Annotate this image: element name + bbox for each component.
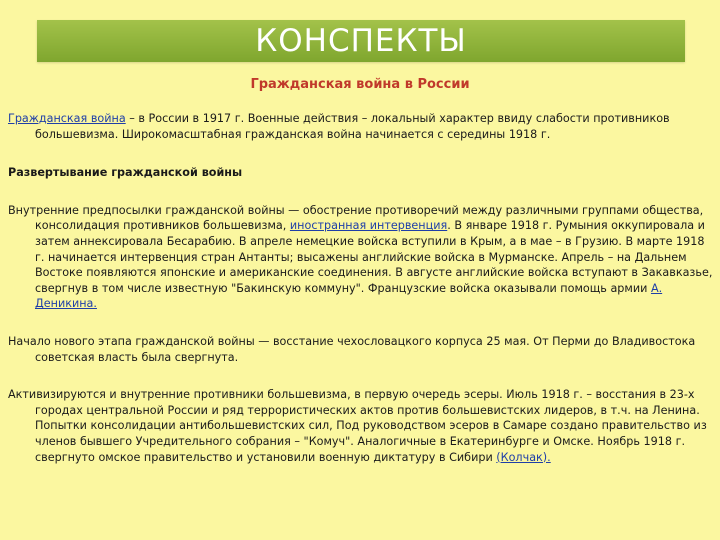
page-subtitle: Гражданская война в России [250, 77, 470, 92]
paragraph-text: . В январе 1918 г. Румыния оккупировала и затем аннексировала Бесарабию. В апреле немецкие войска вступили в Крым, а в мае – в Грузию. В марте 1918 г. начинается интервенция стран Антанты; высажены английские войска в Мурманске. Апрель – на Дальнем Востоке появляются японские и американские соединения. В августе английские войска вступают в Закавказье, свергнув в том числе известную "Бакинскую коммуну". Французские войска оказывали помощь армии [35, 219, 713, 295]
paragraph-text: Активизируются и внутренние противники большевизма, в первую очередь эсеры. Июль 1918 г. – восстания в 23-х городах центральной России и ряд террористических актов против большевистских лидеров, в т.ч. на Ленина. Попытки консолидации антибольшевистских сил, Под руководством эсеров в Самаре создано правительство из членов бывшего Учредительного собрания – "Комуч". Аналогичные в Екатеринбурге и Омске. Ноябрь 1918 г. свергнуто омское правительство и установили военную диктатуру в Сибири [8, 388, 707, 464]
title-banner [37, 20, 685, 62]
denikin-link[interactable]: А. Деникина. [35, 281, 663, 311]
civil-war-link[interactable]: Гражданская война [8, 112, 126, 125]
paragraph-text: – в России в 1917 г. Военные действия – локальный характер ввиду слабости противников большевизма. Широкомасштабная гражданская война начинается с середины 1918 г. [35, 112, 670, 141]
paragraph-preconditions [8, 203, 713, 312]
section-heading: Развертывание гражданской войны [8, 166, 243, 180]
paragraph-definition [8, 111, 713, 142]
paragraph-new-stage: Начало нового этапа гражданской войны — восстание чехословацкого корпуса 25 мая. От Перми до Владивостока советская власть была свергнута. [8, 334, 696, 364]
intervention-link[interactable]: иностранная интервенция [289, 219, 448, 233]
banner-title: КОНСПЕКТЫ [255, 23, 467, 59]
notes-content [8, 111, 713, 465]
paragraph-text: Внутренние предпосылки гражданской войны — обострение противоречий между различными группами общества, консолидация противников большевизма, [8, 203, 704, 233]
paragraph-opponents [8, 387, 713, 465]
kolchak-link[interactable]: (Колчак). [496, 450, 551, 464]
